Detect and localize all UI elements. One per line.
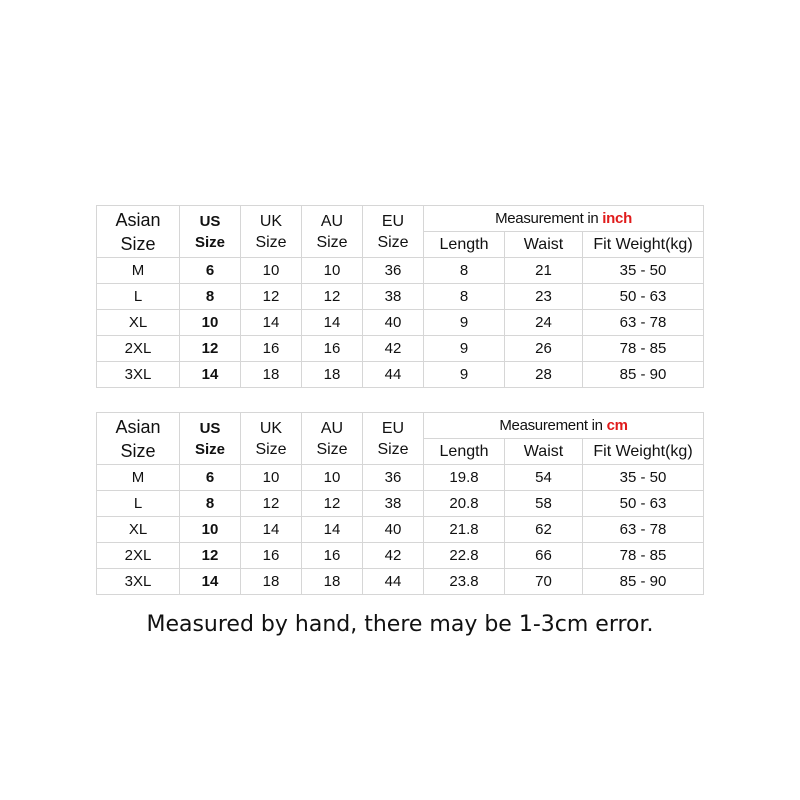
cell-uk-size: 12 — [241, 284, 302, 310]
cell-fit-weight: 78 - 85 — [583, 543, 704, 569]
cell-waist: 62 — [505, 517, 583, 543]
header-asian-line1: Asian — [115, 416, 161, 437]
header-uk-line2: Size — [255, 440, 287, 458]
cell-eu-size: 44 — [363, 362, 424, 388]
cell-au-size: 12 — [302, 491, 363, 517]
cell-asian-size: 2XL — [97, 543, 180, 569]
size-chart-inch — [96, 205, 704, 388]
cell-us-size: 6 — [180, 465, 241, 491]
cell-au-size: 12 — [302, 284, 363, 310]
header-au-line1: AU — [320, 419, 344, 437]
header-row — [97, 206, 704, 232]
cell-fit-weight: 63 - 78 — [583, 517, 704, 543]
cell-waist: 58 — [505, 491, 583, 517]
cell-asian-size: M — [97, 258, 180, 284]
cell-fit-weight: 35 - 50 — [583, 465, 704, 491]
header-fit-weight: Fit Weight(kg) — [583, 439, 704, 465]
cell-waist: 24 — [505, 310, 583, 336]
cell-us-size: 14 — [180, 362, 241, 388]
cell-fit-weight: 85 - 90 — [583, 362, 704, 388]
cell-au-size: 10 — [302, 465, 363, 491]
cell-waist: 21 — [505, 258, 583, 284]
table-row — [97, 543, 704, 569]
header-eu-size — [363, 413, 424, 465]
cell-asian-size: XL — [97, 310, 180, 336]
header-eu-line1: EU — [381, 212, 405, 230]
header-us-line1: US — [199, 419, 221, 437]
cell-eu-size: 38 — [363, 491, 424, 517]
header-asian-line2: Size — [120, 233, 156, 254]
table-row — [97, 258, 704, 284]
header-length: Length — [424, 439, 505, 465]
cell-fit-weight: 85 - 90 — [583, 569, 704, 595]
cell-us-size: 10 — [180, 517, 241, 543]
header-measurement — [424, 413, 704, 439]
header-row — [97, 413, 704, 439]
cell-uk-size: 16 — [241, 543, 302, 569]
cell-fit-weight: 78 - 85 — [583, 336, 704, 362]
cell-fit-weight: 63 - 78 — [583, 310, 704, 336]
header-us-line2: Size — [194, 440, 225, 458]
cell-length: 8 — [424, 284, 505, 310]
table-row — [97, 310, 704, 336]
cell-us-size: 10 — [180, 310, 241, 336]
cell-au-size: 18 — [302, 569, 363, 595]
header-uk-size — [241, 413, 302, 465]
header-us-line1: US — [199, 212, 221, 230]
cell-asian-size: 3XL — [97, 362, 180, 388]
header-asian-size — [97, 206, 180, 258]
cell-eu-size: 44 — [363, 569, 424, 595]
cell-uk-size: 16 — [241, 336, 302, 362]
cell-au-size: 14 — [302, 517, 363, 543]
header-us-size — [180, 206, 241, 258]
cell-fit-weight: 50 - 63 — [583, 491, 704, 517]
cell-waist: 66 — [505, 543, 583, 569]
header-au-line2: Size — [316, 233, 348, 251]
header-au-line2: Size — [316, 440, 348, 458]
cell-fit-weight: 50 - 63 — [583, 284, 704, 310]
cell-au-size: 14 — [302, 310, 363, 336]
cell-length: 9 — [424, 362, 505, 388]
cell-uk-size: 18 — [241, 362, 302, 388]
header-au-size — [302, 413, 363, 465]
cell-asian-size: XL — [97, 517, 180, 543]
cell-length: 20.8 — [424, 491, 505, 517]
header-uk-line1: UK — [259, 212, 283, 230]
header-uk-size — [241, 206, 302, 258]
cell-au-size: 16 — [302, 336, 363, 362]
cell-asian-size: L — [97, 491, 180, 517]
cell-waist: 70 — [505, 569, 583, 595]
table-row — [97, 517, 704, 543]
cell-us-size: 8 — [180, 284, 241, 310]
table-row — [97, 465, 704, 491]
cell-au-size: 10 — [302, 258, 363, 284]
header-us-line2: Size — [194, 233, 225, 251]
cell-eu-size: 38 — [363, 284, 424, 310]
header-au-size — [302, 206, 363, 258]
cell-waist: 26 — [505, 336, 583, 362]
cell-length: 9 — [424, 336, 505, 362]
cell-length: 9 — [424, 310, 505, 336]
cell-eu-size: 40 — [363, 310, 424, 336]
table-row — [97, 284, 704, 310]
cell-length: 8 — [424, 258, 505, 284]
size-chart-cm — [96, 412, 704, 595]
table-row — [97, 491, 704, 517]
cell-eu-size: 42 — [363, 543, 424, 569]
table-row — [97, 569, 704, 595]
cell-eu-size: 36 — [363, 465, 424, 491]
header-us-size — [180, 413, 241, 465]
header-eu-line2: Size — [377, 233, 409, 251]
header-au-line1: AU — [320, 212, 344, 230]
cell-length: 19.8 — [424, 465, 505, 491]
cell-waist: 54 — [505, 465, 583, 491]
header-asian-size — [97, 413, 180, 465]
cell-uk-size: 10 — [241, 258, 302, 284]
header-eu-line2: Size — [377, 440, 409, 458]
table-row — [97, 362, 704, 388]
cell-us-size: 14 — [180, 569, 241, 595]
cell-us-size: 12 — [180, 543, 241, 569]
cell-us-size: 12 — [180, 336, 241, 362]
header-uk-line2: Size — [255, 233, 287, 251]
header-asian-line2: Size — [120, 440, 156, 461]
cell-us-size: 6 — [180, 258, 241, 284]
cell-uk-size: 12 — [241, 491, 302, 517]
cell-asian-size: 2XL — [97, 336, 180, 362]
header-eu-size — [363, 206, 424, 258]
measurement-label: Measurement in — [499, 416, 603, 434]
cell-fit-weight: 35 - 50 — [583, 258, 704, 284]
header-length: Length — [424, 232, 505, 258]
header-fit-weight: Fit Weight(kg) — [583, 232, 704, 258]
cell-au-size: 18 — [302, 362, 363, 388]
header-uk-line1: UK — [259, 419, 283, 437]
measurement-unit: cm — [606, 416, 628, 434]
cell-uk-size: 18 — [241, 569, 302, 595]
header-eu-line1: EU — [381, 419, 405, 437]
cell-uk-size: 10 — [241, 465, 302, 491]
cell-length: 22.8 — [424, 543, 505, 569]
cell-length: 21.8 — [424, 517, 505, 543]
cell-asian-size: M — [97, 465, 180, 491]
cell-us-size: 8 — [180, 491, 241, 517]
table-row — [97, 336, 704, 362]
cell-asian-size: 3XL — [97, 569, 180, 595]
header-waist: Waist — [505, 439, 583, 465]
header-asian-line1: Asian — [115, 209, 161, 230]
cell-eu-size: 42 — [363, 336, 424, 362]
cell-length: 23.8 — [424, 569, 505, 595]
measurement-unit: inch — [602, 209, 632, 227]
cell-waist: 28 — [505, 362, 583, 388]
header-waist: Waist — [505, 232, 583, 258]
cell-au-size: 16 — [302, 543, 363, 569]
cell-eu-size: 36 — [363, 258, 424, 284]
cell-uk-size: 14 — [241, 310, 302, 336]
cell-waist: 23 — [505, 284, 583, 310]
cell-uk-size: 14 — [241, 517, 302, 543]
measurement-note: Measured by hand, there may be 1-3cm error. — [146, 612, 654, 637]
cell-eu-size: 40 — [363, 517, 424, 543]
measurement-label: Measurement in — [495, 209, 599, 227]
cell-asian-size: L — [97, 284, 180, 310]
header-measurement — [424, 206, 704, 232]
